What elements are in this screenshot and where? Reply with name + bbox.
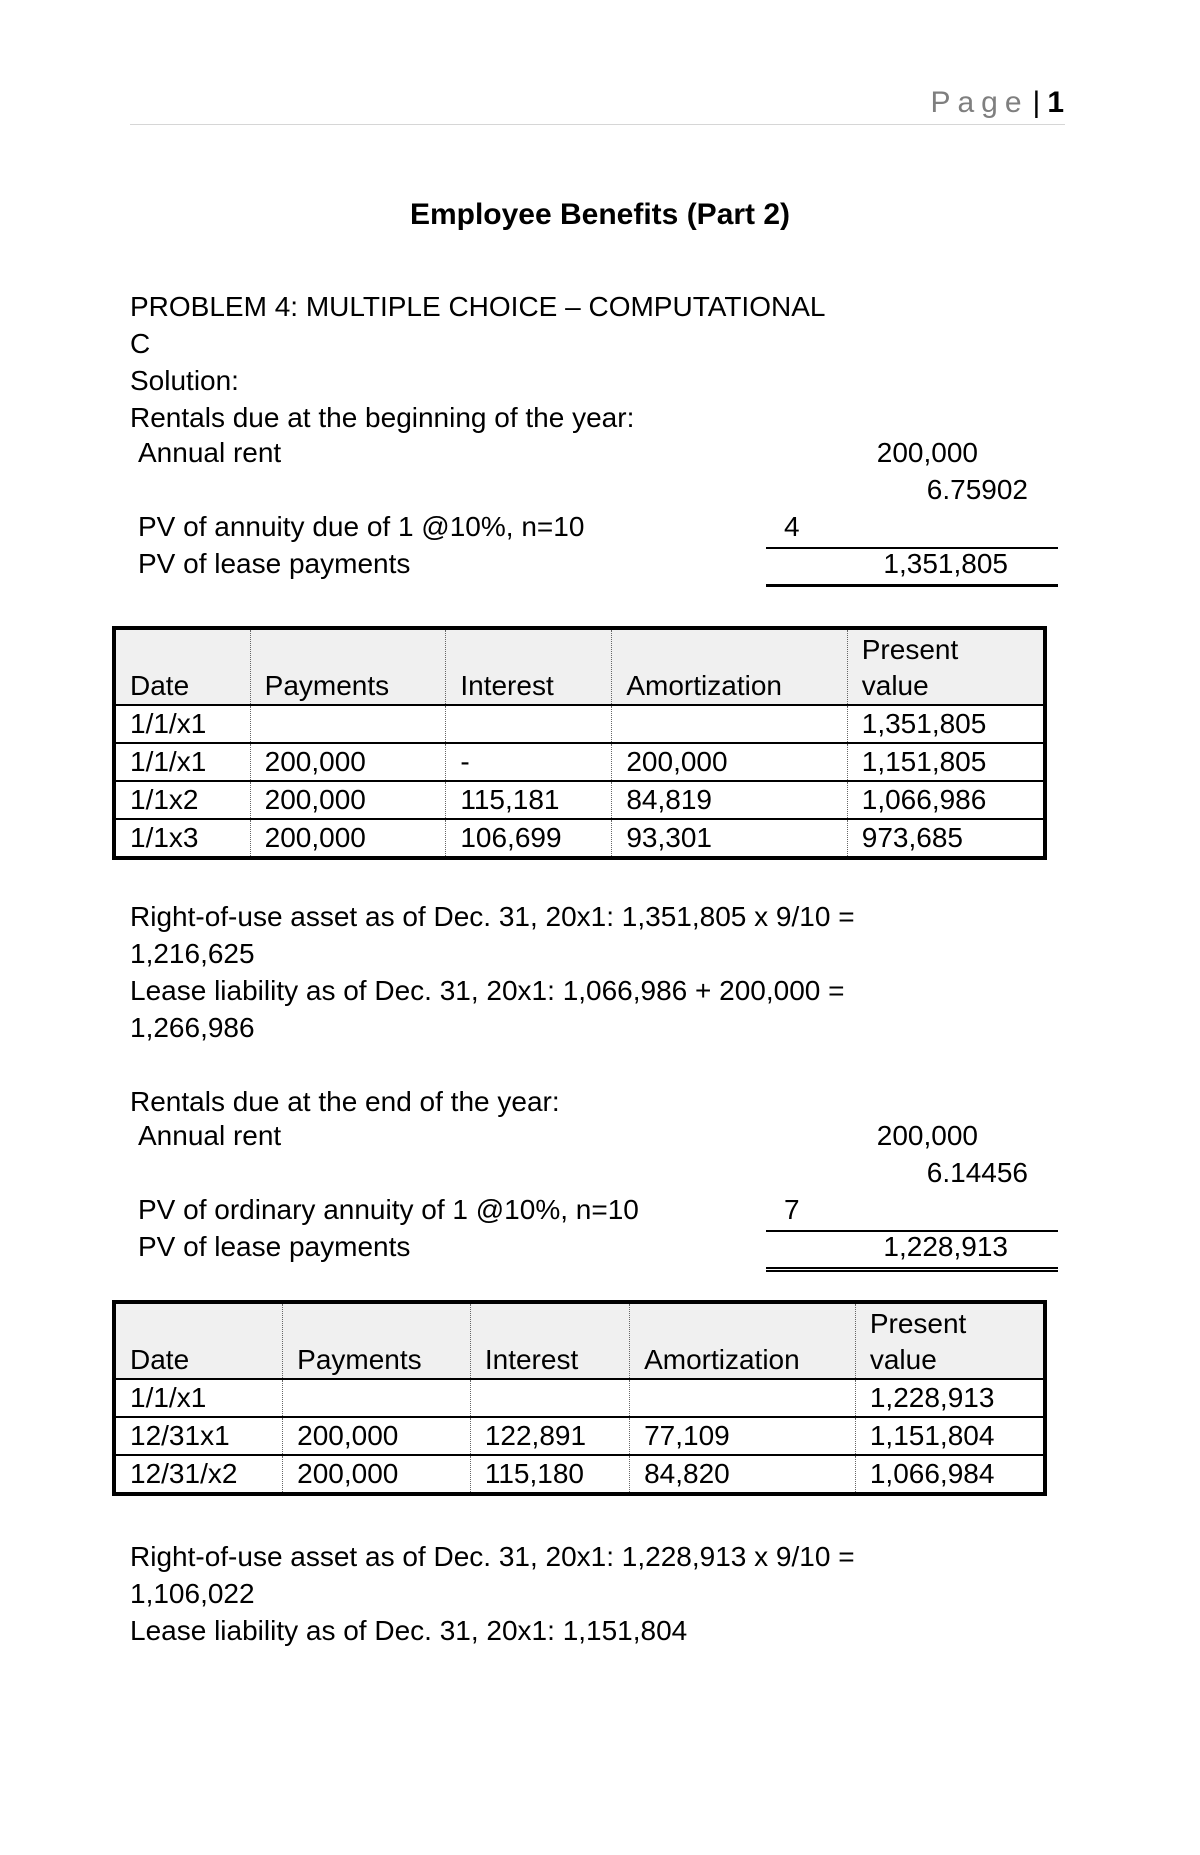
pv-label: PV of lease payments (138, 548, 411, 579)
header-interest: Interest (446, 628, 612, 705)
factor-row-1 (138, 1157, 1048, 1194)
results-end (130, 1538, 1065, 1649)
page-separator: | (1032, 86, 1042, 119)
pv-factor-label: PV of annuity due of 1 @10%, n=10 (138, 511, 585, 542)
table-row (114, 705, 1045, 743)
end-heading-section (130, 1083, 1065, 1120)
pv-value: 1,228,913 (883, 1231, 1008, 1262)
header-value: value (869, 1344, 937, 1375)
cell-payments (250, 705, 446, 743)
header-present: Present (869, 1308, 967, 1339)
annual-rent-row (138, 437, 1048, 474)
intro-section (130, 288, 1065, 436)
answer-letter: C (130, 328, 151, 359)
page-word: Page (930, 86, 1029, 119)
pv-factor-part1: 6.14456 (926, 1157, 1028, 1188)
cell-interest: 122,891 (470, 1417, 629, 1455)
header-payments: Payments (283, 1302, 471, 1379)
cell-present-value: 1,066,984 (869, 1458, 995, 1489)
pv-factor-cell (766, 1194, 1058, 1232)
problem-heading: PROBLEM 4: MULTIPLE CHOICE – COMPUTATIONAL (130, 291, 826, 322)
annual-rent-label: Annual rent (138, 1120, 282, 1151)
rou-asset-value: 1,216,625 (130, 938, 255, 969)
cell-date: 1/1/x1 (114, 705, 250, 743)
cell-present-value: 1,228,913 (855, 1379, 1045, 1417)
rou-asset-line: Right-of-use asset as of Dec. 31, 20x1: 1,228,913 x 9/10 = (130, 1541, 855, 1572)
pv-total-cell (766, 548, 1058, 587)
pv-factor-part1: 6.75902 (926, 474, 1028, 505)
cell-present-value: 1,351,805 (847, 705, 1045, 743)
cell-payments: 200,000 (250, 781, 446, 819)
rou-asset-value: 1,106,022 (130, 1578, 255, 1609)
cell-payments (283, 1379, 471, 1417)
table-row (114, 781, 1045, 819)
header-interest: Interest (470, 1302, 629, 1379)
cell-present-value: 973,685 (861, 822, 963, 853)
document-title: Employee Benefits (Part 2) (409, 198, 791, 231)
solution-label: Solution: (130, 365, 239, 396)
header-payments: Payments (250, 628, 446, 705)
factor-row-2 (138, 1194, 1048, 1231)
page-header (130, 84, 1065, 125)
cell-amortization: 200,000 (612, 743, 847, 781)
cell-date: 12/31/x2 (114, 1455, 283, 1494)
cell-date: 1/1/x1 (114, 743, 250, 781)
amortization-table-end (112, 1300, 1047, 1496)
page-number-label (930, 86, 1065, 120)
header-amortization: Amortization (630, 1302, 856, 1379)
cell-payments: 200,000 (250, 819, 446, 858)
pv-value: 1,351,805 (883, 548, 1008, 579)
header-date: Date (114, 1302, 283, 1379)
header-present: Present (861, 634, 959, 665)
cell-amortization (630, 1379, 856, 1417)
rou-asset-line: Right-of-use asset as of Dec. 31, 20x1: 1,351,805 x 9/10 = (130, 901, 855, 932)
cell-amortization: 77,109 (630, 1417, 856, 1455)
table-row (114, 1455, 1045, 1494)
results-beginning (130, 898, 1065, 1046)
cell-present-value: 1,151,805 (847, 743, 1045, 781)
annual-rent-value: 200,000 (876, 437, 978, 468)
pv-factor-part2: 4 (784, 511, 800, 542)
amortization-table-beginning (112, 626, 1047, 860)
factor-row-2 (138, 511, 1048, 548)
page-number: 1 (1047, 86, 1065, 119)
cell-present-value: 1,151,804 (855, 1417, 1045, 1455)
cell-date: 1/1x2 (114, 781, 250, 819)
pv-factor-part2: 7 (784, 1194, 800, 1225)
header-present-value (847, 628, 1045, 705)
annual-rent-value: 200,000 (876, 1120, 978, 1151)
lease-liability-value: 1,266,986 (130, 1012, 255, 1043)
cell-interest (446, 705, 612, 743)
cell-interest: 115,181 (446, 781, 612, 819)
pv-factor-cell (766, 511, 1058, 549)
lease-liability-line: Lease liability as of Dec. 31, 20x1: 1,066,986 + 200,000 = (130, 975, 845, 1006)
cell-interest: 115,180 (470, 1455, 629, 1494)
cell-date: 1/1/x1 (114, 1379, 283, 1417)
cell-date: 12/31x1 (114, 1417, 283, 1455)
factor-row-1 (138, 474, 1048, 511)
lease-liability-line: Lease liability as of Dec. 31, 20x1: 1,151,804 (130, 1615, 688, 1646)
cell-interest: 106,699 (446, 819, 612, 858)
header-value: value (861, 670, 929, 701)
cell-amortization: 93,301 (612, 819, 847, 858)
cell-amortization: 84,820 (630, 1455, 856, 1494)
cell-date: 1/1x3 (114, 819, 250, 858)
calc-end (138, 1120, 1048, 1268)
beginning-heading: Rentals due at the beginning of the year: (130, 402, 635, 433)
pv-row (138, 548, 1048, 585)
cell-payments: 200,000 (250, 743, 446, 781)
annual-rent-row (138, 1120, 1048, 1157)
cell-payments: 200,000 (283, 1417, 471, 1455)
pv-row (138, 1231, 1048, 1268)
table-row (114, 1379, 1045, 1417)
pv-label: PV of lease payments (138, 1231, 411, 1262)
cell-present-value: 1,066,986 (847, 781, 1045, 819)
calc-beginning (138, 437, 1048, 585)
header-amortization: Amortization (612, 628, 847, 705)
cell-payments: 200,000 (283, 1455, 471, 1494)
header-date: Date (114, 628, 250, 705)
cell-interest (470, 1379, 629, 1417)
table-row (114, 1417, 1045, 1455)
cell-interest: - (446, 743, 612, 781)
pv-factor-label: PV of ordinary annuity of 1 @10%, n=10 (138, 1194, 639, 1225)
pv-total-cell (766, 1231, 1058, 1272)
table-header-row (114, 628, 1045, 705)
table-header-row (114, 1302, 1045, 1379)
cell-amortization (612, 705, 847, 743)
header-present-value (855, 1302, 1045, 1379)
table-row (114, 743, 1045, 781)
annual-rent-label: Annual rent (138, 437, 282, 468)
table-row (114, 819, 1045, 858)
cell-amortization: 84,819 (612, 781, 847, 819)
end-heading: Rentals due at the end of the year: (130, 1086, 560, 1117)
